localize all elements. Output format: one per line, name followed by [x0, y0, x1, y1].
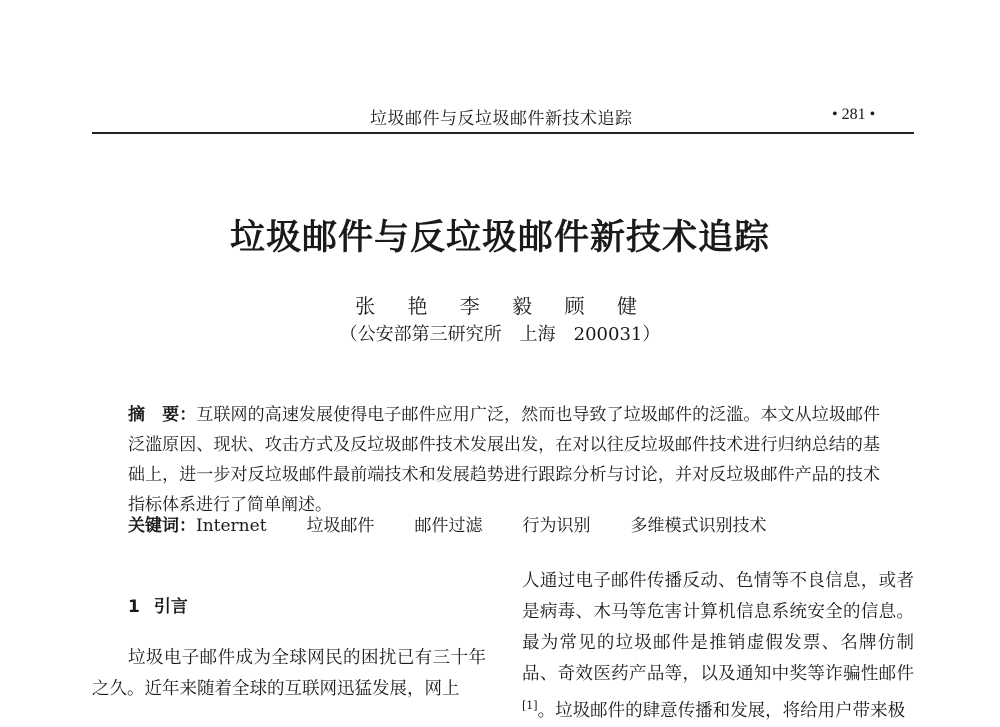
abstract-text: 互联网的高速发展使得电子邮件应用广泛，然而也导致了垃圾邮件的泛滥。本文从垃圾邮件泛滥原因、现状、攻击方式及反垃圾邮件技术发展出发，在对以往反垃圾邮件技术进行归纳总结的基础上，进一步对反垃圾邮件最前端技术和发展趋势进行跟踪分析与讨论，并对反垃圾邮件产品的技术指标体系进行了简单阐述。: [128, 405, 881, 515]
body-paragraph: [522, 566, 914, 727]
paper-title: 垃圾邮件与反垃圾邮件新技术追踪: [229, 218, 770, 258]
section-number: 1: [128, 597, 140, 617]
body-text: 人通过电子邮件传播反动、色情等不良信息，或者是病毒、木马等危害计算机信息系统安全的信息。最为常见的垃圾邮件是推销虚假发票、名牌仿制品、奇效医药产品等，以及通知中奖等诈骗性邮件: [522, 571, 914, 684]
abstract-label: 摘 要：: [128, 405, 197, 425]
running-header-title: 垃圾邮件与反垃圾邮件新技术追踪: [370, 109, 633, 129]
section-heading: [128, 592, 486, 623]
body-paragraph: 垃圾电子邮件成为全球网民的困扰已有三十年之久。近年来随着全球的互联网迅猛发展，网上: [92, 648, 486, 699]
citation-ref: [1]: [522, 699, 538, 712]
right-column: [522, 566, 914, 727]
body-text: 。垃圾邮件的肆意传播和发展，将给用户带来极: [537, 700, 906, 721]
keyword-item: 垃圾邮件: [306, 516, 375, 536]
keyword-item: Internet: [196, 516, 267, 536]
authors: 张 艳 李 毅 顾 健: [355, 294, 645, 318]
section-title: 引言: [153, 597, 188, 617]
keyword-item: 多维模式识别技术: [630, 516, 767, 536]
keywords: [128, 512, 888, 540]
abstract: [128, 400, 880, 520]
keyword-item: 行为识别: [522, 516, 591, 536]
left-column: [92, 592, 486, 705]
header-rule: [92, 132, 914, 134]
page-number: • 281 •: [832, 106, 876, 123]
keywords-label: 关键词：: [128, 516, 196, 536]
keyword-item: 邮件过滤: [414, 516, 483, 536]
affiliation: （公安部第三研究所 上海 200031）: [339, 324, 661, 345]
